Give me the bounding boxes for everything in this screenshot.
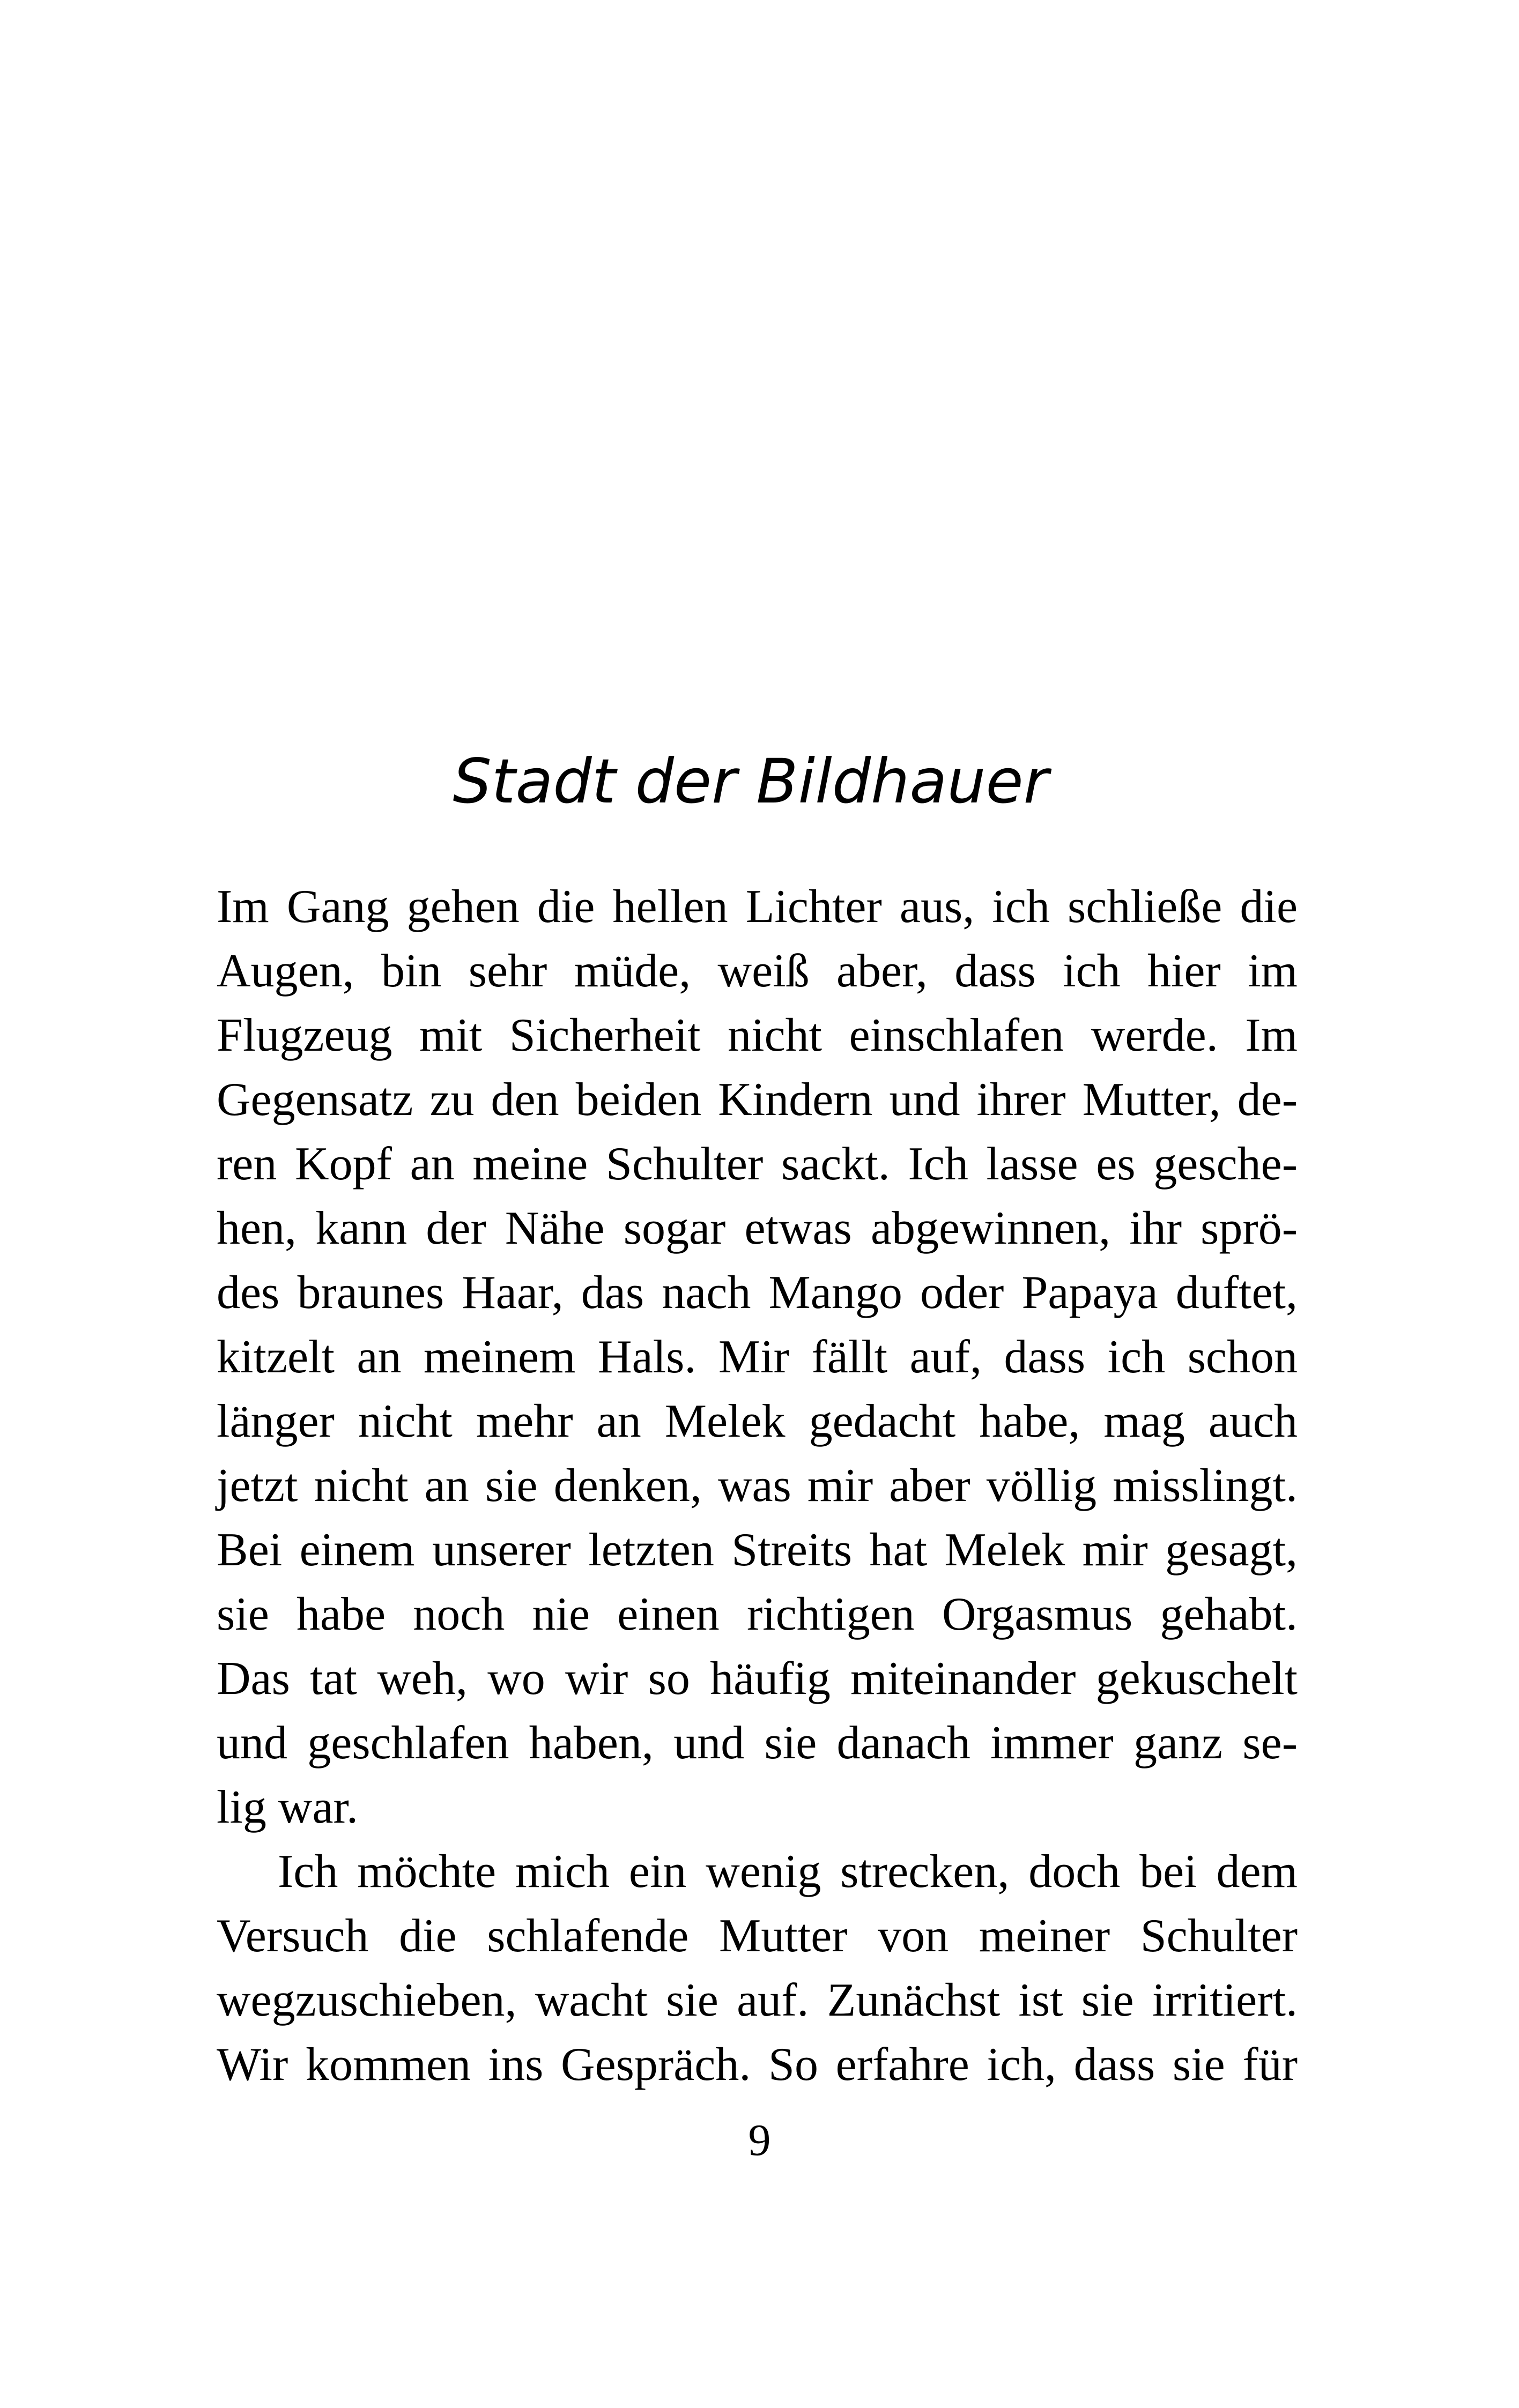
text-line: des braunes Haar, das nach Mango oder Papaya duftet, (217, 1267, 1298, 1319)
text-line: Das tat weh, wo wir so häufig miteinander gekuschelt (217, 1653, 1298, 1705)
paragraph-start-line: Ich möchte mich ein wenig strecken, doch bei dem (278, 1846, 1298, 1898)
text-line: wegzuschieben, wacht sie auf. Zunächst ist sie irritiert. (217, 1974, 1298, 2026)
text-line: Bei einem unserer letzten Streits hat Melek mir gesagt, (217, 1524, 1298, 1576)
text-line: Im Gang gehen die hellen Lichter aus, ich schließe die (217, 881, 1298, 933)
text-line: hen, kann der Nähe sogar etwas abgewinnen, ihr sprö- (217, 1202, 1298, 1254)
chapter-title: Stadt der Bildhauer (453, 746, 1049, 817)
text-line: sie habe noch nie einen richtigen Orgasmus gehabt. (217, 1588, 1298, 1640)
text-line: Gegensatz zu den beiden Kindern und ihrer Mutter, de- (217, 1074, 1298, 1126)
body-text (217, 875, 1298, 2097)
text-line: länger nicht mehr an Melek gedacht habe, mag auch (217, 1395, 1298, 1447)
text-line: jetzt nicht an sie denken, was mir aber völlig misslingt. (217, 1460, 1298, 1512)
text-line: kitzelt an meinem Hals. Mir fällt auf, dass ich schon (217, 1331, 1298, 1383)
paragraph-end-line: lig war. (217, 1781, 358, 1833)
page-number: 9 (748, 2115, 771, 2165)
text-line: und geschlafen haben, und sie danach immer ganz se- (217, 1717, 1298, 1769)
text-line: Wir kommen ins Gespräch. So erfahre ich, dass sie für (217, 2039, 1298, 2091)
text-line: Versuch die schlafende Mutter von meiner Schulter (217, 1910, 1298, 1962)
text-line: ren Kopf an meine Schulter sackt. Ich lasse es gesche- (217, 1138, 1298, 1190)
text-line: Augen, bin sehr müde, weiß aber, dass ich hier im (217, 945, 1298, 997)
text-line: Flugzeug mit Sicherheit nicht einschlafen werde. Im (217, 1009, 1298, 1061)
